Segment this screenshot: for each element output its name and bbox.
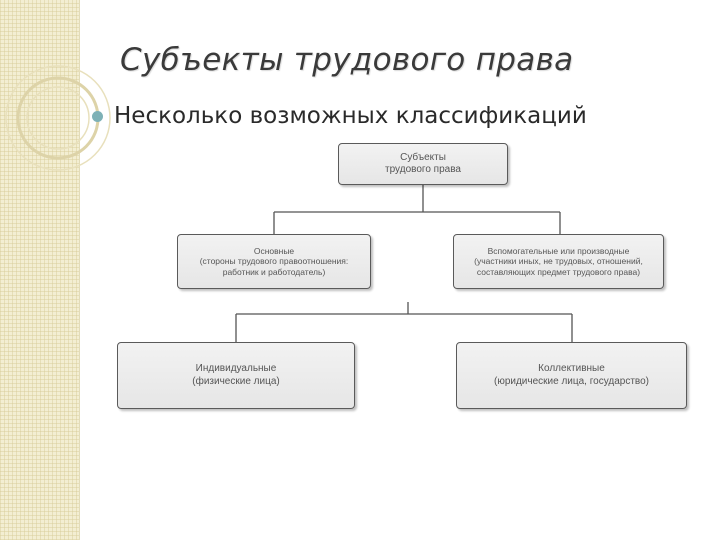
- node-root-line-1: Субъекты: [400, 151, 446, 163]
- node-root-line-2: трудового права: [385, 164, 461, 175]
- diagram-node-auxiliary: [453, 234, 664, 289]
- diagram-node-main: [177, 234, 371, 289]
- node-coll-line-1: Коллективные: [538, 363, 605, 374]
- node-aux-line-1: Вспомогательные или производные: [487, 245, 630, 256]
- node-indiv-line-2: (физические лица): [192, 375, 280, 387]
- node-indiv-line-1: Индивидуальные: [195, 363, 277, 374]
- diagram-node-individual: [117, 342, 355, 409]
- diagram-node-collective: [456, 342, 687, 409]
- bullet-text: Несколько возможных классификаций: [114, 103, 587, 129]
- diagram-node-root: [338, 143, 508, 185]
- node-aux-line-3: составляющих предмет трудового права): [476, 266, 641, 277]
- node-main-line-3: работник и работодатель): [222, 266, 326, 277]
- node-aux-line-2: (участники иных, не трудовых, отношений,: [474, 256, 643, 267]
- node-main-line-1: Основные: [253, 245, 295, 256]
- node-main-line-2: (стороны трудового правоотношения:: [199, 256, 349, 267]
- node-coll-line-2: (юридические лица, государство): [493, 375, 650, 387]
- slide-title: Субъекты трудового права: [120, 42, 574, 78]
